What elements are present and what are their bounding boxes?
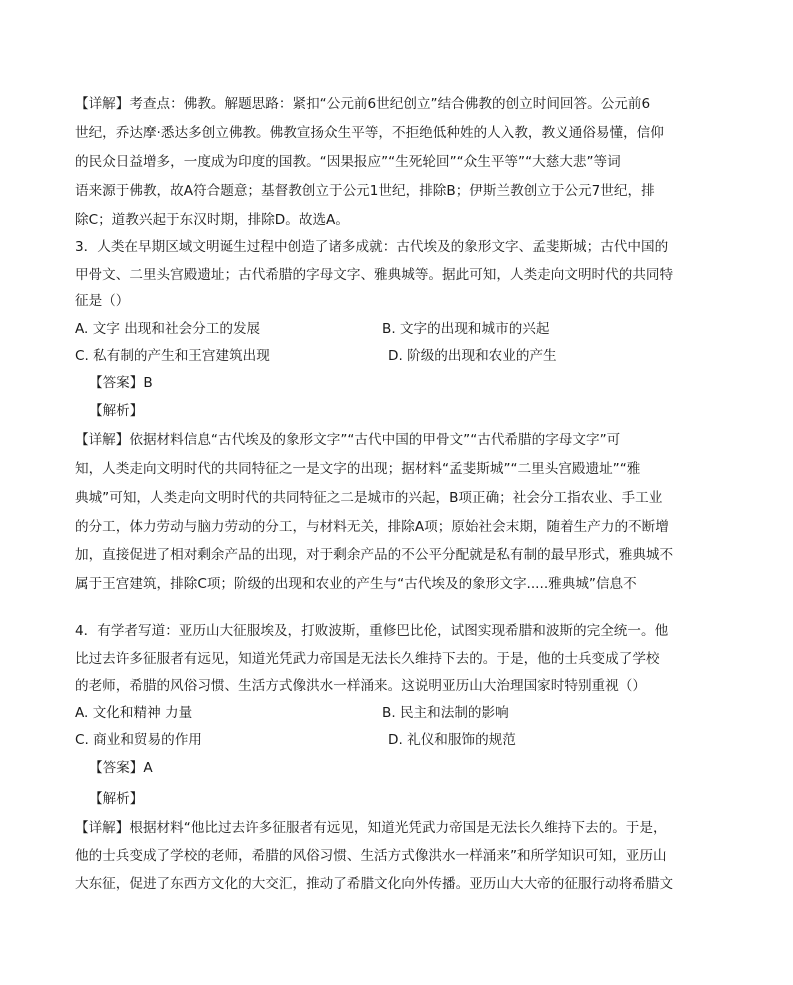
analysis-label: 【解析】 [89,791,144,807]
option-b: B. 民主和法制的影响 [382,705,509,721]
text-line: 语来源于佛教，故A符合题意；基督教创立于公元1世纪，排除B；伊斯兰教创立于公元7世纪，排 [75,183,655,199]
question-stem-line: 4．有学者写道：亚历山大征服埃及，打败波斯，重修巴比伦，试图实现希腊和波斯的完全统一。他 [75,623,669,639]
text-line: 大东征，促进了东西方文化的大交汇，推动了希腊文化向外传播。亚历山大大帝的征服行动将希腊文 [75,876,674,892]
text-line: 的分工，体力劳动与脑力劳动的分工，与材料无关，排除A项；原始社会末期，随着生产力的不断增 [75,519,669,535]
text-line: 知，人类走向文明时代的共同特征之一是文字的出现；据材料“孟斐斯城”“二里头宫殿遗址”“雅 [75,461,641,477]
text-line: 典城”可知，人类走向文明时代的共同特征之二是城市的兴起，B项正确；社会分工指农业、手工业 [75,490,663,506]
text-line: 世纪，乔达摩·悉达多创立佛教。佛教宣扬众生平等，不拒绝低种姓的人入教，教义通俗易懂，信仰 [75,125,664,141]
option-c: C. 私有制的产生和王宫建筑出现 [75,348,270,364]
text-line: 属于王宫建筑，排除C项；阶级的出现和农业的产生与“古代埃及的象形文字.....雅典城”信息不 [75,576,637,592]
question-stem-line: 甲骨文、二里头宫殿遗址；古代希腊的字母文字、雅典城等。据此可知，人类走向文明时代的共同特 [75,267,674,283]
text-line: 他的士兵变成了学校的老师，希腊的风俗习惯、生活方式像洪水一样涌来”和所学知识可知，亚历山 [75,848,667,864]
question-stem-line: 的老师，希腊的风俗习惯、生活方式像洪水一样涌来。这说明亚历山大治理国家时特别重视（） [75,678,646,694]
option-b: B. 文字的出现和城市的兴起 [382,321,550,337]
answer-label: 【答案】A [89,760,153,776]
text-line: 【详解】根据材料“他比过去许多征服者有远见，知道光凭武力帝国是无法长久维持下去的。于是， [75,820,667,836]
text-line: 【详解】依据材料信息“古代埃及的象形文字”“古代中国的甲骨文”“古代希腊的字母文字”可 [75,432,621,448]
option-d: D. 阶级的出现和农业的产生 [388,348,557,364]
option-d: D. 礼仪和服饰的规范 [388,732,516,748]
question-stem-line: 比过去许多征服者有远见，知道光凭武力帝国是无法长久维持下去的。于是，他的士兵变成了学校 [75,651,660,667]
answer-label: 【答案】B [89,375,153,391]
question-stem-line: 3．人类在早期区域文明诞生过程中创造了诸多成就：古代埃及的象形文字、孟斐斯城；古代中国的 [75,239,669,255]
analysis-label: 【解析】 [89,403,144,419]
text-line: 除C；道教兴起于东汉时期，排除D。故选A。 [75,212,349,228]
option-a: A. 文化和精神 力量 [75,705,193,721]
text-line: 的民众日益增多，一度成为印度的国教。“因果报应”“生死轮回”“众生平等”“大慈大悲”等词 [75,154,621,170]
text-line: 加，直接促进了相对剩余产品的出现，对于剩余产品的不公平分配就是私有制的最早形式，雅典城不 [75,547,674,563]
text-line: 【详解】考查点：佛教。解题思路：紧扣“公元前6世纪创立”结合佛教的创立时间回答。公元前6 [75,96,651,112]
option-c: C. 商业和贸易的作用 [75,732,202,748]
option-a: A. 文字 出现和社会分工的发展 [75,321,261,337]
question-stem-line: 征是（） [75,293,130,309]
